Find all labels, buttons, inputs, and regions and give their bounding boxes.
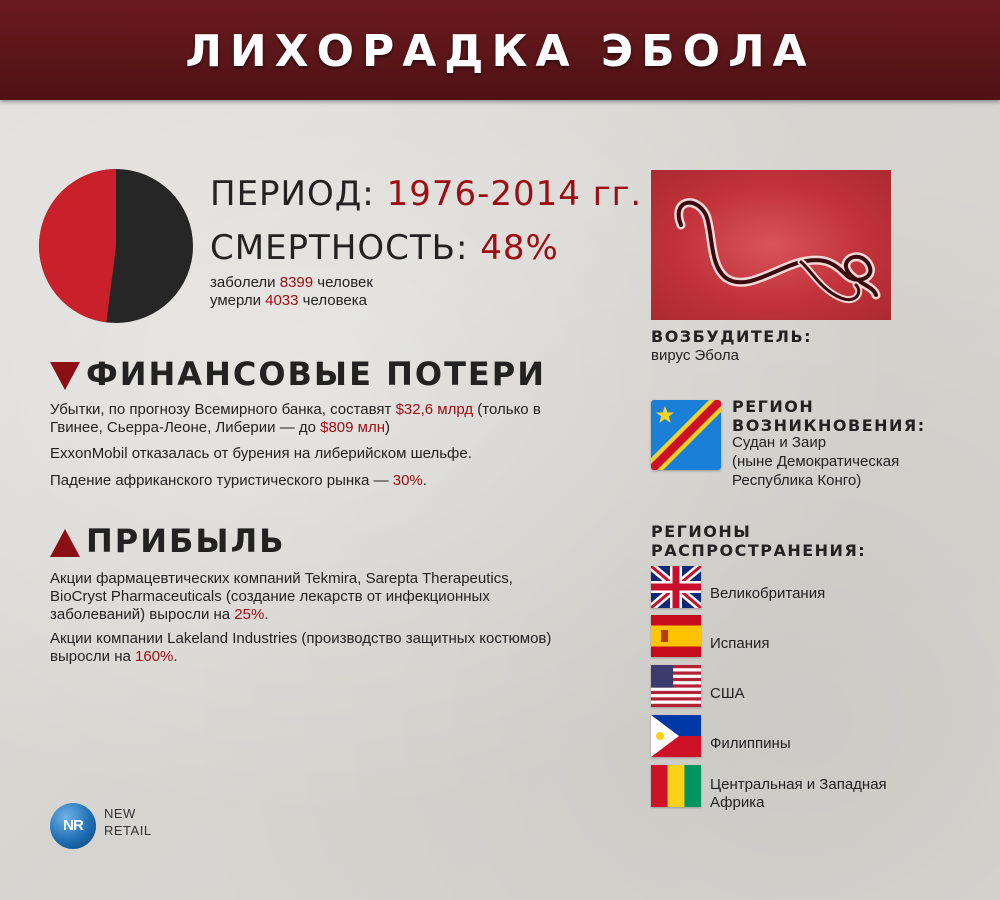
profit-paragraph-2	[50, 630, 570, 666]
mortality-pie-chart	[38, 168, 194, 324]
losses-p1-text: Убытки, по прогнозу Всемирного банка, составят	[50, 401, 392, 418]
logo-text-line-1: NEW	[104, 806, 136, 821]
died-prefix: умерли	[210, 292, 261, 309]
spain-flag-icon	[651, 615, 701, 657]
losses-p3-period: .	[422, 472, 427, 489]
country-spain: Испания	[710, 635, 770, 652]
losses-heading	[50, 355, 546, 393]
losses-p1-text-2: (только в Гвинее, Сьерра-Леоне, Либерии — до	[50, 401, 541, 436]
losses-p1-close: )	[385, 419, 391, 436]
country-philippines: Филиппины	[710, 735, 791, 752]
agent-text: вирус Эбола	[651, 347, 740, 364]
spread-heading	[651, 522, 866, 560]
usa-flag-icon	[651, 665, 701, 707]
pie-died-slice	[39, 169, 116, 322]
origin-text-3: Республика Конго)	[732, 472, 862, 489]
agent-heading: ВОЗБУДИТЕЛЬ:	[651, 327, 813, 346]
losses-p3-text: Падение африканского туристического рынка —	[50, 472, 389, 489]
country-usa: США	[710, 685, 745, 702]
down-triangle-icon	[50, 362, 80, 390]
dr-congo-flag-icon	[651, 400, 721, 470]
infected-suffix: человек	[317, 274, 373, 291]
profit-title: ПРИБЫЛЬ	[86, 522, 286, 560]
page-title: ЛИХОРАДКА ЭБОЛА	[185, 26, 815, 77]
country-uk: Великобритания	[710, 585, 826, 602]
country-africa-line-2: Африка	[710, 794, 765, 811]
profit-p1-text: Акции фармацевтических компаний Tekmira, Sarepta Therapeutics, BioCryst Pharmaceuticals (создание лекарств от инфекционных заболеваний) выросли на	[50, 570, 513, 623]
infected-stat	[210, 274, 373, 291]
origin-heading-line-2: ВОЗНИКНОВЕНИЯ:	[732, 416, 926, 435]
origin-text-2: (ныне Демократическая	[732, 453, 900, 470]
profit-heading	[50, 522, 286, 560]
period-value: 1976-2014 гг.	[386, 174, 643, 214]
infected-value: 8399	[279, 274, 314, 291]
losses-paragraph-2: ExxonMobil отказалась от бурения на либерийском шельфе.	[50, 445, 472, 462]
spread-heading-line-2: РАСПРОСТРАНЕНИЯ:	[651, 541, 867, 560]
new-retail-logo: NR	[50, 803, 96, 849]
logo-text-line-2: RETAIL	[104, 823, 152, 838]
losses-p1-amount-2: $809 млн	[320, 419, 386, 436]
mortality-line	[210, 228, 559, 268]
period-label: ПЕРИОД:	[210, 174, 375, 214]
losses-paragraph-3	[50, 472, 570, 490]
ebola-virus-image	[651, 170, 891, 320]
profit-p1-period: .	[264, 606, 269, 623]
up-triangle-icon	[50, 529, 80, 557]
profit-p2-value: 160%	[135, 648, 174, 665]
philippines-flag-icon	[651, 715, 701, 757]
profit-p2-period: .	[173, 648, 178, 665]
died-suffix: человека	[302, 292, 367, 309]
period-line	[210, 174, 642, 214]
uk-flag-icon	[651, 566, 701, 608]
virus-filament-icon	[651, 170, 891, 320]
profit-p1-value: 25%	[234, 606, 265, 623]
profit-p2-text: Акции компании Lakeland Industries (производство защитных костюмов) выросли на	[50, 630, 552, 665]
died-stat	[210, 292, 367, 309]
losses-p1-amount: $32,6 млрд	[395, 401, 474, 418]
profit-paragraph-1	[50, 570, 570, 624]
origin-heading-line-1: РЕГИОН	[732, 397, 815, 416]
origin-text-1: Судан и Заир	[732, 434, 827, 451]
header-banner	[0, 0, 1000, 100]
country-africa-line-1: Центральная и Западная	[710, 776, 887, 793]
losses-paragraph-1	[50, 401, 570, 437]
origin-heading	[732, 397, 926, 435]
mortality-label: СМЕРТНОСТЬ:	[210, 228, 469, 268]
died-value: 4033	[265, 292, 299, 309]
losses-title: ФИНАНСОВЫЕ ПОТЕРИ	[86, 355, 546, 393]
africa-flag-icon	[651, 765, 701, 807]
losses-p3-value: 30%	[392, 472, 423, 489]
infected-prefix: заболели	[210, 274, 276, 291]
mortality-value: 48%	[480, 228, 559, 268]
spread-heading-line-1: РЕГИОНЫ	[651, 522, 752, 541]
